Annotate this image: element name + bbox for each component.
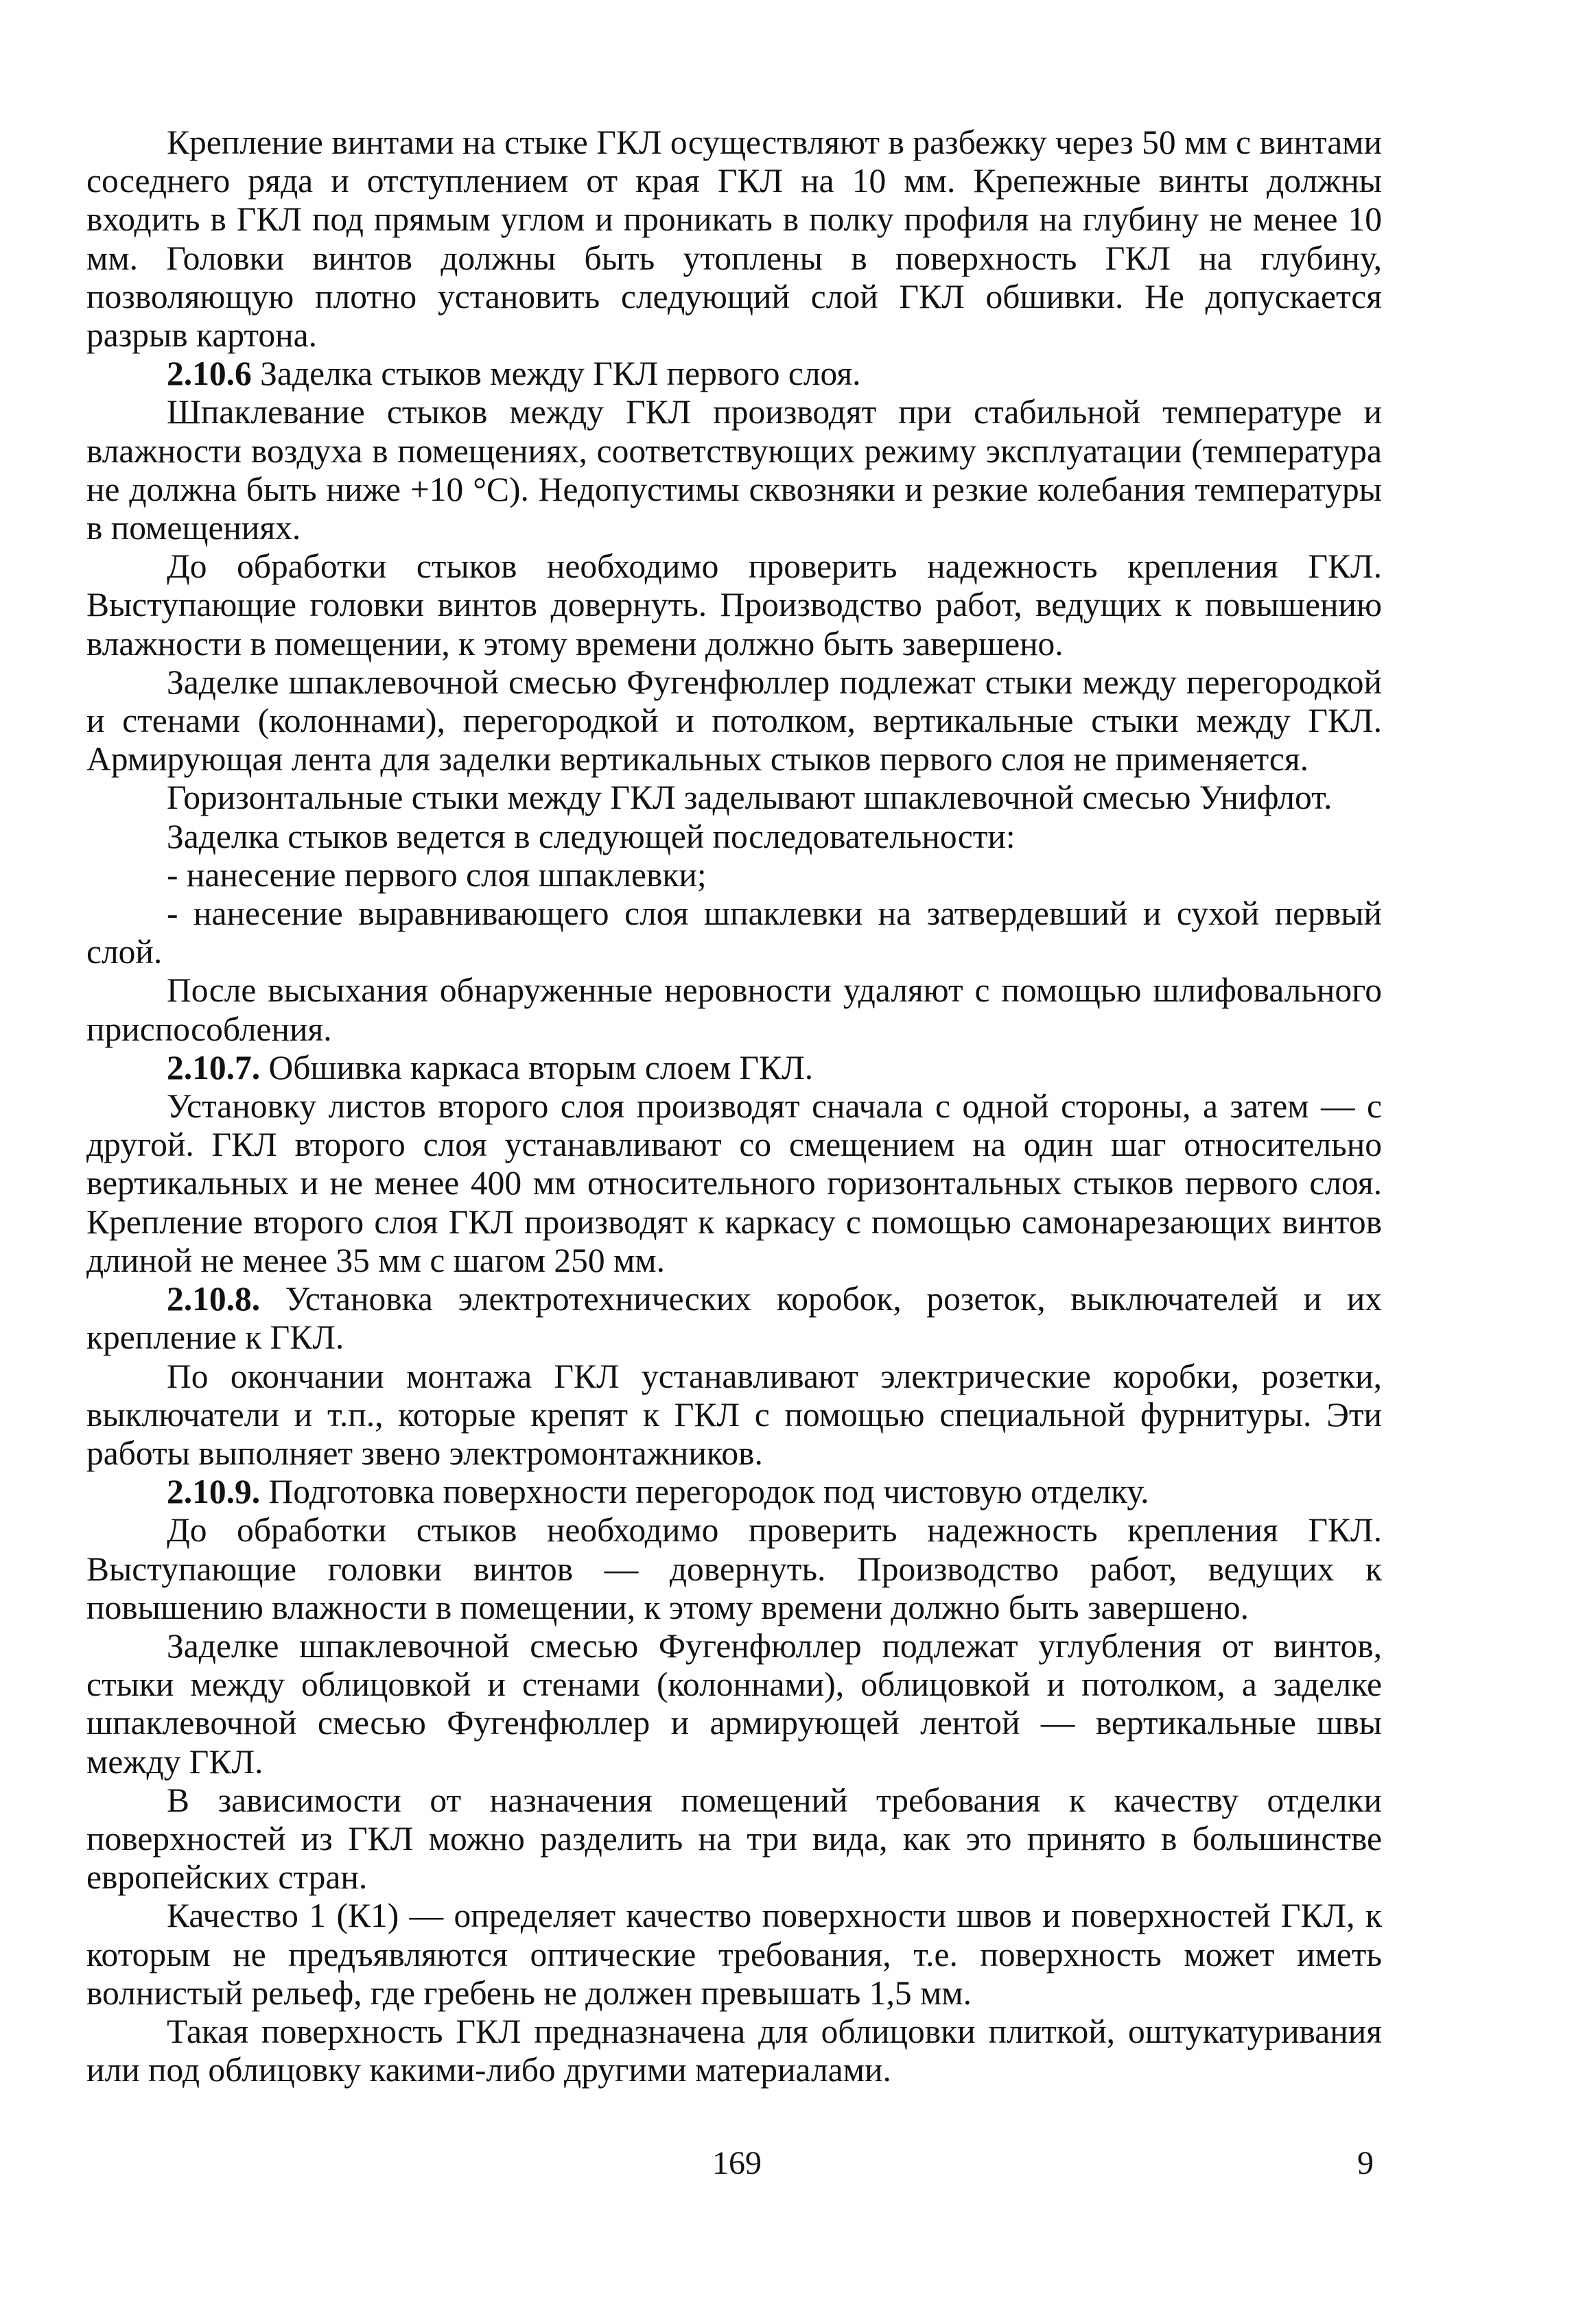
paragraph: Установку листов второго слоя производят сначала с одной стороны, а затем — с другой. ГКЛ второго слоя устанавливают со смещением на один шаг относительно вертикальных и не менее 400 мм относительного горизонтальных стыков первого слоя. Крепление второго слоя ГКЛ производят к каркасу с помощью самонарезающих винтов длиной не менее 35 мм с шагом 250 мм.: [86, 1087, 1382, 1279]
paragraph: В зависимости от назначения помещений требования к качеству отделки поверхностей из ГКЛ можно разделить на три вида, как это принято в большинстве европейских стран.: [86, 1781, 1382, 1897]
section-title: Подготовка поверхности перегородок под чистовую отделку.: [260, 1473, 1149, 1511]
paragraph: Крепление винтами на стыке ГКЛ осуществляют в разбежку через 50 мм с винтами соседнего ряда и отступлением от края ГКЛ на 10 мм. Крепежные винты должны входить в ГКЛ под прямым углом и проникать в полку профиля на глубину не менее 10 мм. Головки винтов должны быть утоплены в поверхность ГКЛ на глубину, позволяющую плотно установить следующий слой ГКЛ обшивки. Не допускается разрыв картона.: [86, 123, 1382, 355]
paragraph: Заделке шпаклевочной смесью Фугенфюллер подлежат углубления от винтов, стыки между облицовкой и стенами (колоннами), облицовкой и потолком, а заделке шпаклевочной смесью Фугенфюллер и армирующей лентой — вертикальные швы между ГКЛ.: [86, 1626, 1382, 1781]
page-footer: [0, 2144, 1596, 2185]
paragraph: Такая поверхность ГКЛ предназначена для облицовки плиткой, оштукатуривания или под облицовку какими-либо другими материалами.: [86, 2012, 1382, 2089]
section-title: Установка электротехнических коробок, розеток, выключателей и их крепление к ГКЛ.: [86, 1280, 1382, 1357]
section-number: 2.10.6: [167, 355, 252, 393]
list-item: - нанесение выравнивающего слоя шпаклевки на затвердевший и сухой первый слой.: [86, 894, 1382, 971]
paragraph: После высыхания обнаруженные неровности удаляют с помощью шлифовального приспособления.: [86, 971, 1382, 1048]
paragraph: Горизонтальные стыки между ГКЛ заделывают шпаклевочной смесью Унифлот.: [167, 779, 1333, 817]
document-body: [86, 123, 1382, 2089]
paragraph: До обработки стыков необходимо проверить надежность крепления ГКЛ. Выступающие головки винтов — довернуть. Производство работ, ведущих к повышению влажности в помещении, к этому времени должно быть завершено.: [86, 1511, 1382, 1626]
paragraph: До обработки стыков необходимо проверить надежность крепления ГКЛ. Выступающие головки винтов довернуть. Производство работ, ведущих к повышению влажности в помещении, к этому времени должно быть завершено.: [86, 547, 1382, 663]
section-title: Заделка стыков между ГКЛ первого слоя.: [251, 355, 861, 393]
section-number: 2.10.8.: [167, 1280, 261, 1318]
page-number: 169: [712, 2145, 762, 2181]
paragraph: Шпаклевание стыков между ГКЛ производят при стабильной температуре и влажности воздуха в помещениях, соответствующих режиму эксплуатации (температура не должна быть ниже +10 °С). Недопустимы сквозняки и резкие колебания температуры в помещениях.: [86, 393, 1382, 547]
section-heading: [86, 1049, 1382, 1087]
paragraph: Заделке шпаклевочной смесью Фугенфюллер подлежат стыки между перегородкой и стенами (колоннами), перегородкой и потолком, вертикальные стыки между ГКЛ. Армирующая лента для заделки вертикальных стыков первого слоя не применяется.: [86, 663, 1382, 779]
section-number: 2.10.9.: [167, 1473, 261, 1511]
section-heading: [86, 1473, 1382, 1511]
section-heading: [86, 1280, 1382, 1357]
section-title: Обшивка каркаса вторым слоем ГКЛ.: [260, 1048, 814, 1087]
paragraph: Заделка стыков ведется в следующей последовательности:: [167, 817, 1016, 855]
list-item: - нанесение первого слоя шпаклевки;: [167, 855, 707, 894]
paragraph: По окончании монтажа ГКЛ устанавливают электрические коробки, розетки, выключатели и т.п., которые крепят к ГКЛ с помощью специальной фурнитуры. Эти работы выполняет звено электромонтажников.: [86, 1357, 1382, 1472]
paragraph: Качество 1 (К1) — определяет качество поверхности швов и поверхностей ГКЛ, к которым не предъявляются оптические требования, т.е. поверхность может иметь волнистый рельеф, где гребень не должен превышать 1,5 мм.: [86, 1897, 1382, 2012]
section-number: 2.10.7.: [167, 1048, 261, 1087]
section-heading: [86, 355, 1382, 393]
sheet-number: 9: [1357, 2145, 1374, 2181]
